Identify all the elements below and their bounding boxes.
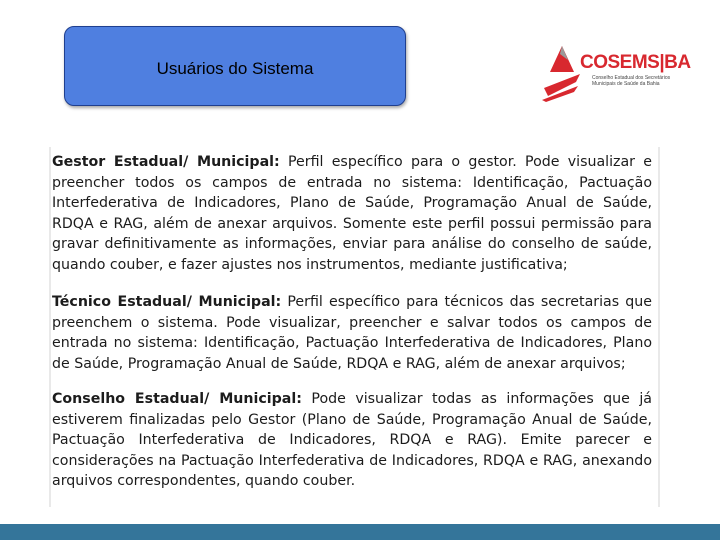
profile-name: Técnico Estadual/ Municipal: [52,294,282,310]
profile-description: Perfil específico para o gestor. Pode visualizar e preencher todos os campos de entrada no sistema: Identificação, Pactuação Interfederativa de Indicadores, Plano de Saúde, Programação Anual de Saúde, RDQA e RAG, além de anexar arquivos. Somente este perfil possui permissão para gravar definitivamente as informações, enviar para análise do conselho de saúde, quando couber, e fazer ajustes nos instrumentos, mediante justificativa; [52,154,652,273]
profile-name: Conselho Estadual/ Municipal: [52,391,302,407]
profile-tecnico [52,292,652,374]
profile-conselho [52,389,652,492]
profile-gestor [52,152,652,275]
page-title: Usuários do Sistema [156,59,314,78]
profile-description: Pode visualizar todas as informações que já estiverem finalizadas pelo Gestor (Plano de Saúde, Programação Anual de Saúde, Pactuação Interfederativa de Indicadores, RDQA e RAG). Emite parecer e considerações na Pactuação Interfederativa de Indicadores, RDQA e RAG, anexando arquivos correspondentes, quando couber. [52,391,652,489]
logo-mountain-icon [540,44,582,102]
profile-name: Gestor Estadual/ Municipal: [52,154,280,170]
logo-subtitle-line: Conselho Estadual dos Secretários [592,75,671,81]
logo-wordmark: COSEMS|BA [580,52,691,73]
cosems-logo [540,42,691,102]
bottom-bar [0,524,720,540]
logo-subtitle [592,75,672,87]
title-box [64,26,406,106]
logo-subtitle-line: Municipais de Saúde da Bahia [592,81,660,87]
profile-description: Perfil específico para técnicos das secretarias que preenchem o sistema. Pode visualizar, preencher e salvar todos os campos de entrada no sistema: Identificação, Pactuação Interfederativa de Indicadores, Plano de Saúde, Programação Anual de Saúde, RDQA e RAG, além de anexar arquivos; [52,294,652,372]
